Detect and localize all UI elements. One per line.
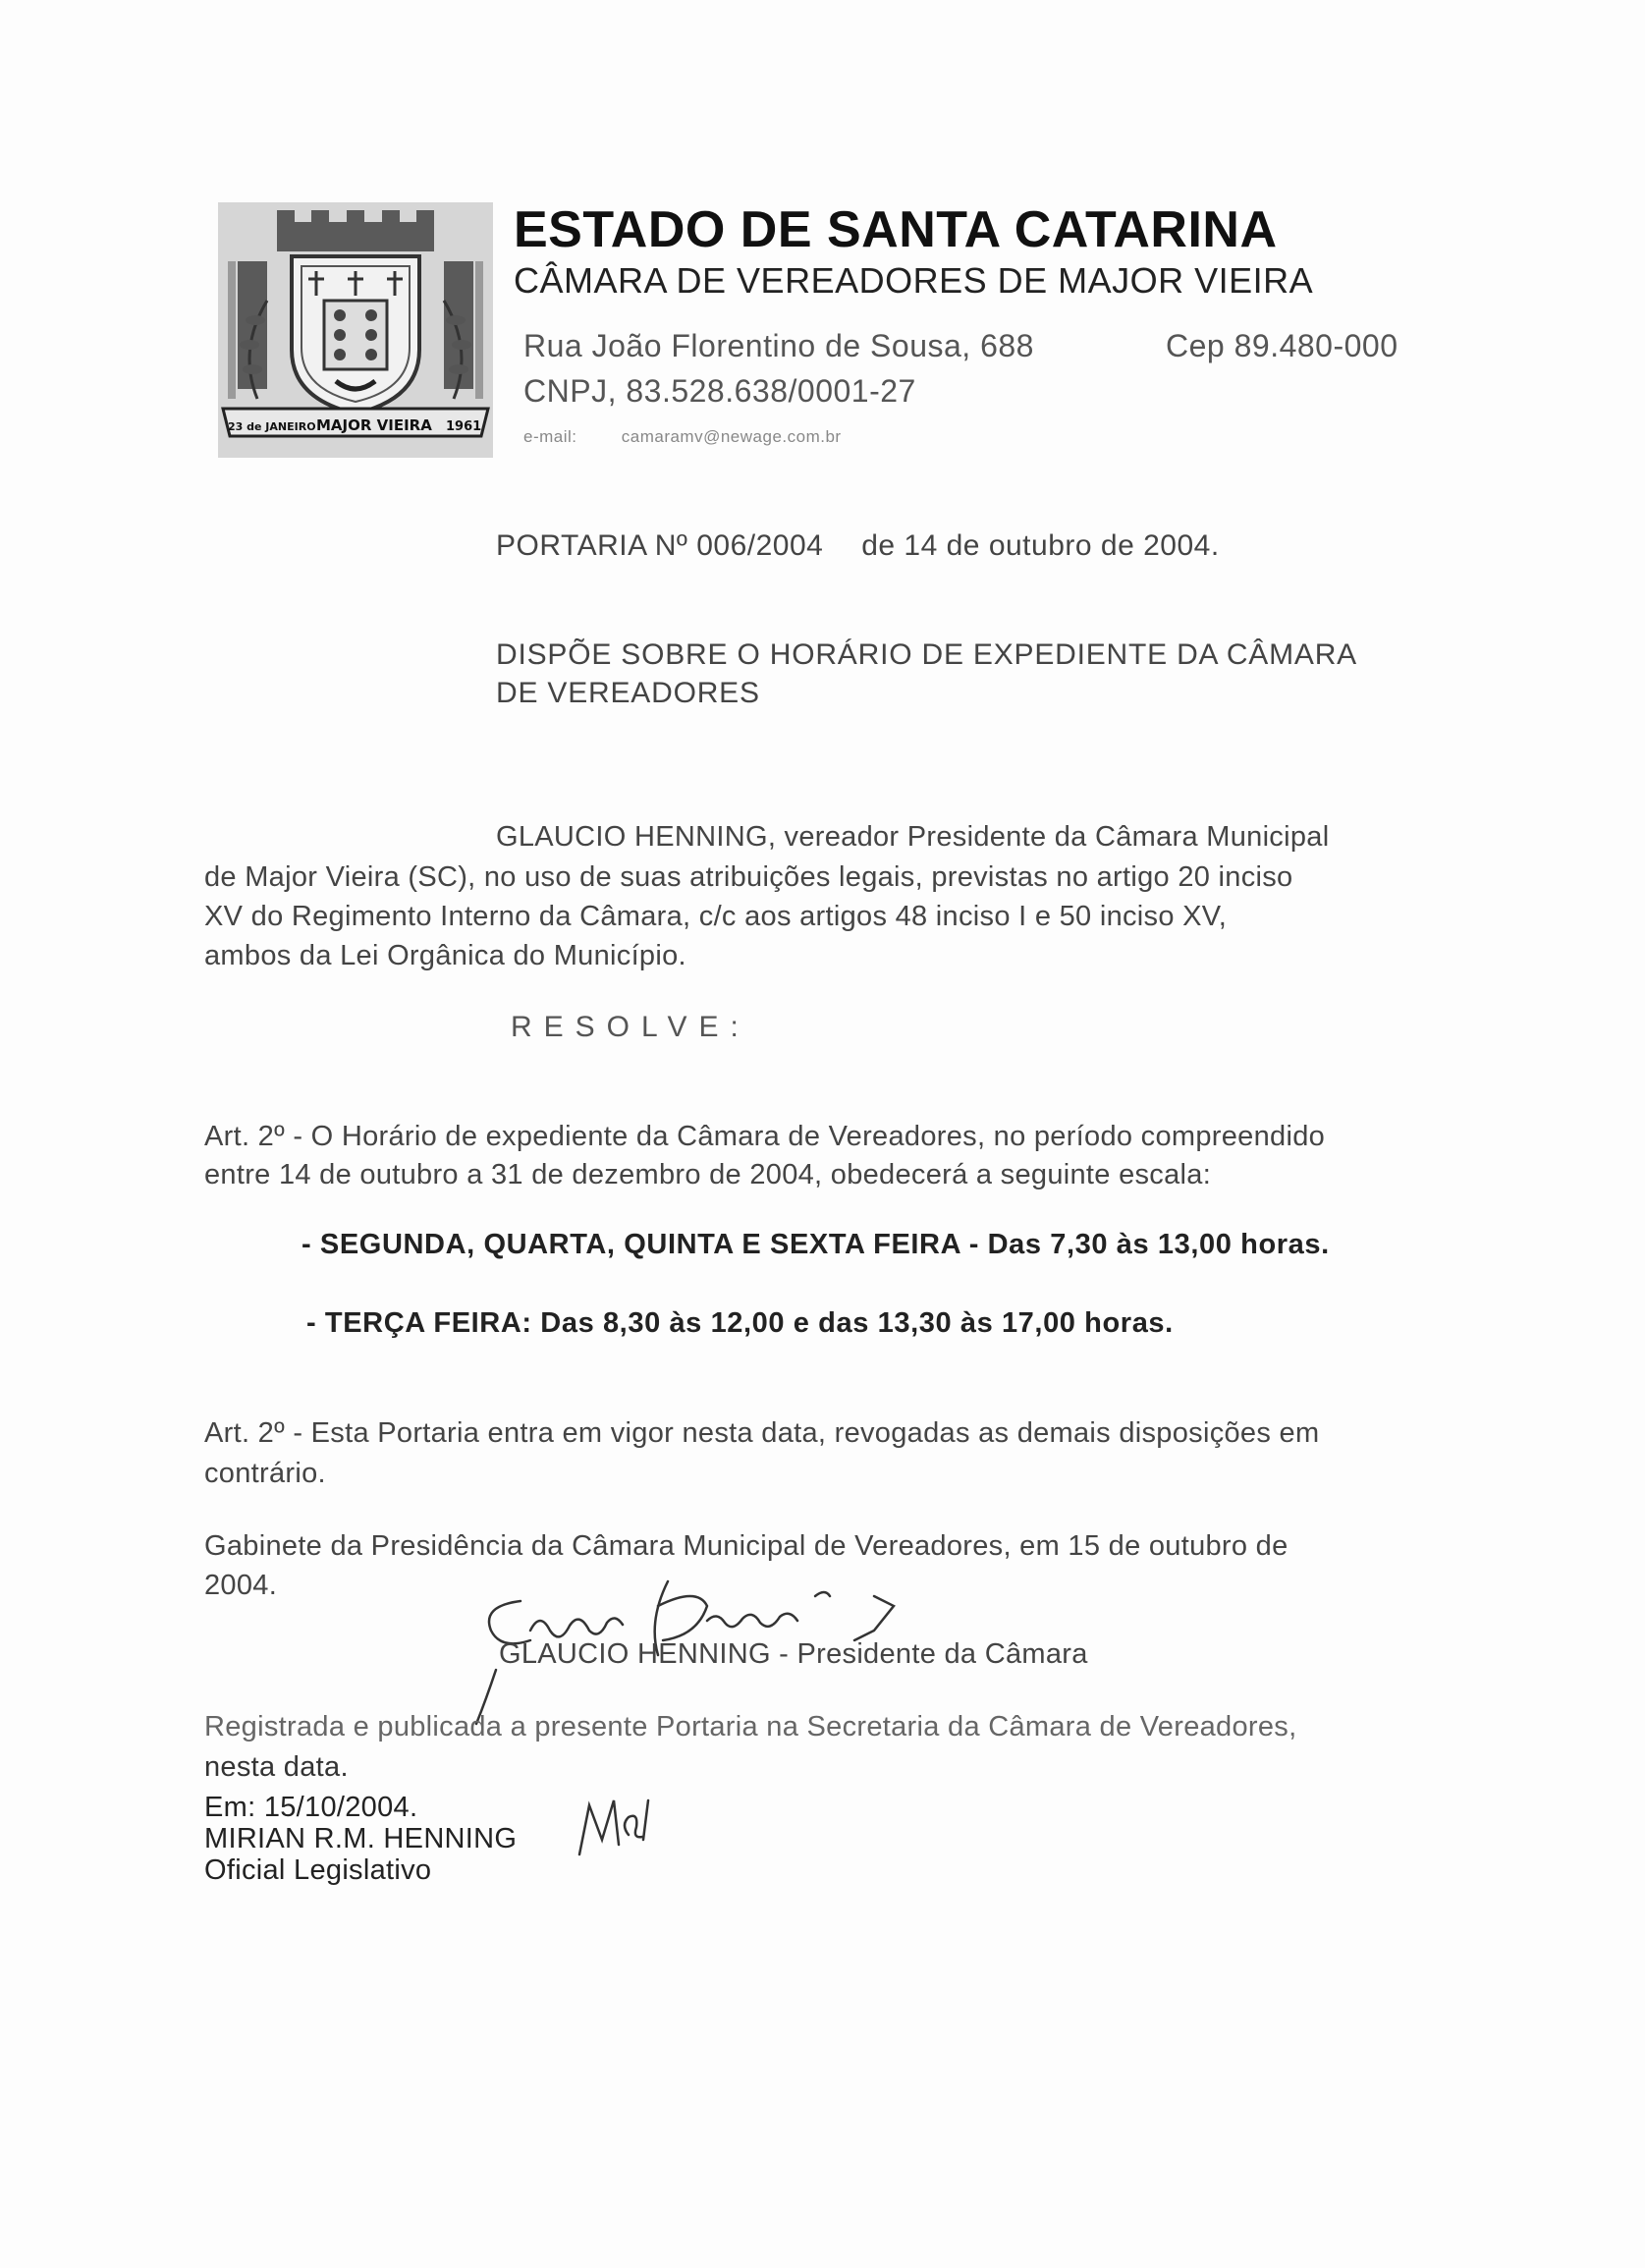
email-line: [523, 427, 842, 447]
email-label: e-mail:: [523, 427, 577, 446]
address-line: Rua João Florentino de Sousa, 688: [523, 328, 1034, 363]
municipal-crest: [218, 202, 493, 458]
crest-date-label: 23 de JANEIRO: [228, 420, 316, 433]
email-value: camaramv@newage.com.br: [621, 427, 842, 446]
registrar-name: MIRIAN R.M. HENNING: [204, 1823, 518, 1854]
crest-year-label: 1961: [446, 419, 482, 434]
preamble-line-4: ambos da Lei Orgânica do Município.: [204, 940, 686, 971]
article1-line-1: Art. 2º - O Horário de expediente da Câmara de Vereadores, no período compreendido: [204, 1121, 1326, 1152]
article1-line-2: entre 14 de outubro a 31 de dezembro de 2004, obedecerá a seguinte escala:: [204, 1159, 1212, 1190]
article2-line-1: Art. 2º - Esta Portaria entra em vigor nesta data, revogadas as demais disposições em: [204, 1417, 1320, 1449]
cnpj-line: CNPJ, 83.528.638/0001-27: [523, 373, 916, 409]
portaria-date: de 14 de outubro de 2004.: [861, 529, 1220, 562]
registration-line-2: nesta data.: [204, 1751, 349, 1783]
portaria-title: [496, 529, 1220, 563]
schedule-row-2: - TERÇA FEIRA: Das 8,30 às 12,00 e das 13,30 às 17,00 horas.: [306, 1307, 1174, 1339]
cep-line: Cep 89.480-000: [1166, 328, 1398, 363]
signatory-line: GLAUCIO HENNING - Presidente da Câmara: [499, 1638, 1088, 1670]
schedule-row-1: - SEGUNDA, QUARTA, QUINTA E SEXTA FEIRA - Das 7,30 às 13,00 horas.: [302, 1229, 1330, 1260]
ementa-line-2: DE VEREADORES: [496, 677, 760, 709]
closing-line-1: Gabinete da Presidência da Câmara Municipal de Vereadores, em 15 de outubro de: [204, 1530, 1289, 1562]
preamble-line-1: GLAUCIO HENNING, vereador Presidente da Câmara Municipal: [496, 821, 1330, 853]
preamble-line-2: de Major Vieira (SC), no uso de suas atribuições legais, previstas no artigo 20 inciso: [204, 861, 1293, 893]
registration-line-1: Registrada e publicada a presente Portaria na Secretaria da Câmara de Vereadores,: [204, 1711, 1297, 1742]
portaria-number: PORTARIA Nº 006/2004: [496, 529, 824, 562]
ementa-line-1: DISPÕE SOBRE O HORÁRIO DE EXPEDIENTE DA CÂMARA: [496, 638, 1357, 671]
article2-line-2: contrário.: [204, 1458, 326, 1489]
registrar-role: Oficial Legislativo: [204, 1854, 432, 1886]
crest-name-label: MAJOR VIEIRA: [316, 416, 432, 434]
registrar-initials: [575, 1786, 663, 1864]
chamber-heading: CÂMARA DE VEREADORES DE MAJOR VIEIRA: [514, 260, 1314, 301]
closing-line-2: 2004.: [204, 1570, 278, 1601]
registration-date: Em: 15/10/2004.: [204, 1792, 418, 1823]
state-heading: ESTADO DE SANTA CATARINA: [514, 201, 1278, 258]
preamble-line-3: XV do Regimento Interno da Câmara, c/c aos artigos 48 inciso I e 50 inciso XV,: [204, 901, 1228, 932]
resolve-heading: RESOLVE:: [511, 1011, 750, 1043]
